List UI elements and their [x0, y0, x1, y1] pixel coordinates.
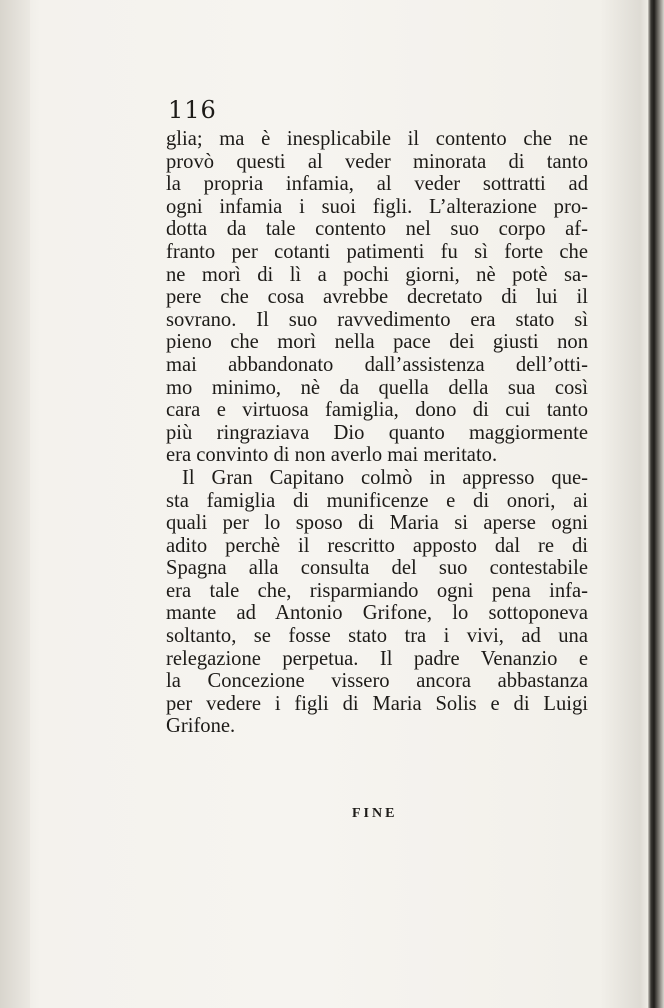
- text-line: era convinto di non averlo mai meritato.: [166, 444, 498, 467]
- text-line: mante ad Antonio Grifone, lo sottoponeva: [166, 602, 588, 625]
- text-line: più ringraziava Dio quanto maggiormente: [166, 421, 588, 444]
- text-line: quali per lo sposo di Maria si aperse ogni: [166, 512, 588, 535]
- book-spine-edge: [648, 0, 664, 1008]
- text-line: Il Gran Capitano colmò in appresso que-: [182, 466, 588, 489]
- text-line: ne morì di lì a pochi giorni, nè potè sa-: [166, 263, 588, 286]
- text-line: glia; ma è inesplicabile il contento che ne: [166, 128, 588, 150]
- text-line: la Concezione vissero ancora abbastanza: [166, 670, 588, 693]
- text-line: ogni infamia i suoi figli. L’alterazione pro-: [166, 195, 588, 218]
- text-line: provò questi al veder minorata di tanto: [166, 150, 588, 173]
- text-line: adito perchè il rescritto apposto dal re di: [166, 534, 588, 557]
- text-line: sta famiglia di munificenze e di onori, ai: [166, 489, 588, 512]
- text-line: mai abbandonato dall’assistenza dell’otti-: [166, 353, 588, 376]
- text-line: pieno che morì nella pace dei giusti non: [166, 331, 588, 354]
- text-line: la propria infamia, al veder sottratti ad: [166, 173, 588, 196]
- text-line: relegazione perpetua. Il padre Venanzio e: [166, 647, 588, 670]
- text-line: mo minimo, nè da quella della sua così: [166, 376, 588, 399]
- end-mark: FINE: [352, 806, 398, 821]
- text-line: Spagna alla consulta del suo contestabile: [166, 557, 588, 580]
- text-line: Grifone.: [166, 715, 236, 738]
- text-line: pere che cosa avrebbe decretato di lui il: [166, 286, 588, 309]
- text-line: era tale che, risparmiando ogni pena infa-: [166, 579, 588, 602]
- text-line: per vedere i figli di Maria Solis e di Luigi: [166, 692, 588, 715]
- text-line: cara e virtuosa famiglia, dono di cui tanto: [166, 399, 588, 422]
- page-left-edge: [0, 0, 30, 1008]
- text-line: sovrano. Il suo ravvedimento era stato sì: [166, 308, 588, 331]
- body-text: [166, 128, 588, 738]
- page-number: 116: [168, 96, 217, 124]
- text-line: dotta da tale contento nel suo corpo af-: [166, 218, 588, 241]
- text-line: soltanto, se fosse stato tra i vivi, ad una: [166, 625, 588, 648]
- text-line: franto per cotanti patimenti fu sì forte che: [166, 240, 588, 263]
